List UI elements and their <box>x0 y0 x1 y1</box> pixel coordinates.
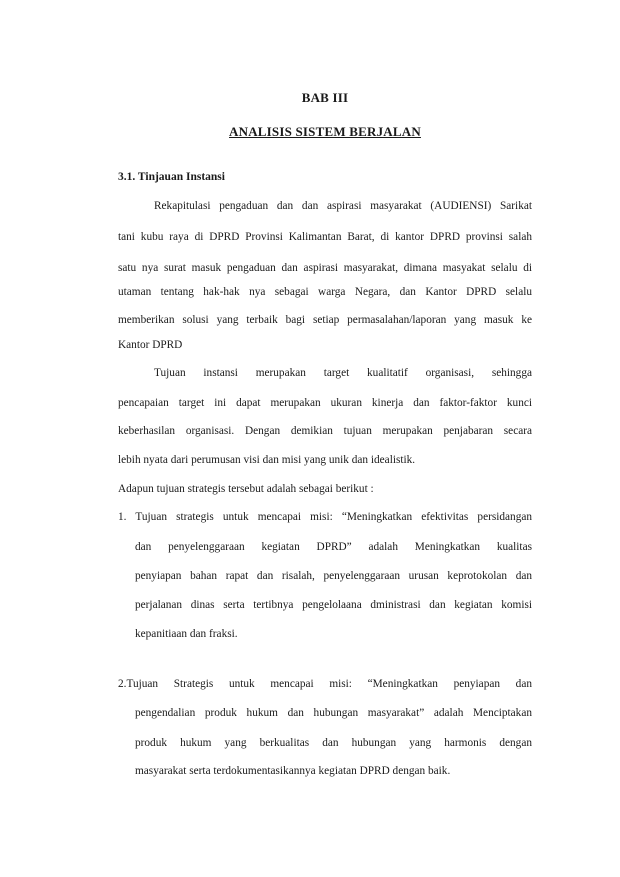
paragraph-line: Tujuan instansi merupakan target kualitatif organisasi, sehingga <box>154 367 532 379</box>
list-item-line: perjalanan dinas serta tertibnya pengelolaana dministrasi dan kegiatan komisi <box>135 599 532 611</box>
paragraph-line: tani kubu raya di DPRD Provinsi Kalimantan Barat, di kantor DPRD provinsi salah <box>118 231 532 243</box>
paragraph-line: Rekapitulasi pengaduan dan dan aspirasi masyarakat (AUDIENSI) Sarikat <box>154 200 532 212</box>
paragraph-line: lebih nyata dari perumusan visi dan misi yang unik dan idealistik. <box>118 454 416 466</box>
list-item-line: pengendalian produk hukum dan hubungan masyarakat” adalah Menciptakan <box>135 707 532 719</box>
list-item-line: dan penyelenggaraan kegiatan DPRD” adalah Meningkatkan kualitas <box>135 541 532 553</box>
list-item-line: 2.Tujuan Strategis untuk mencapai misi: “Meningkatkan penyiapan dan <box>118 678 532 690</box>
paragraph-line: utaman tentang hak-hak nya sebagai warga Negara, dan Kantor DPRD selalu <box>118 286 532 298</box>
list-intro: Adapun tujuan strategis tersebut adalah sebagai berikut : <box>118 483 374 495</box>
list-item-line: masyarakat serta terdokumentasikannya kegiatan DPRD dengan baik. <box>135 765 451 777</box>
list-item-line: 1. Tujuan strategis untuk mencapai misi: “Meningkatkan efektivitas persidangan <box>118 511 532 523</box>
paragraph-line: satu nya surat masuk pengaduan dan aspirasi masyarakat, dimana masyakat selalu di <box>118 262 532 274</box>
paragraph-line: keberhasilan organisasi. Dengan demikian tujuan merupakan penjabaran secara <box>118 425 532 437</box>
chapter-number: BAB III <box>301 90 349 105</box>
list-item-line: produk hukum yang berkualitas dan hubungan yang harmonis dengan <box>135 737 532 749</box>
chapter-title: ANALISIS SISTEM BERJALAN <box>229 124 421 139</box>
paragraph-line: pencapaian target ini dapat merupakan ukuran kinerja dan faktor-faktor kunci <box>118 397 532 409</box>
list-item-line: kepanitiaan dan fraksi. <box>135 628 238 640</box>
list-item-line: penyiapan bahan rapat dan risalah, penyelenggaraan urusan keprotokolan dan <box>135 570 532 582</box>
section-heading: 3.1. Tinjauan Instansi <box>118 171 225 183</box>
paragraph-line: Kantor DPRD <box>118 339 183 351</box>
paragraph-line: memberikan solusi yang terbaik bagi setiap permasalahan/laporan yang masuk ke <box>118 314 532 326</box>
